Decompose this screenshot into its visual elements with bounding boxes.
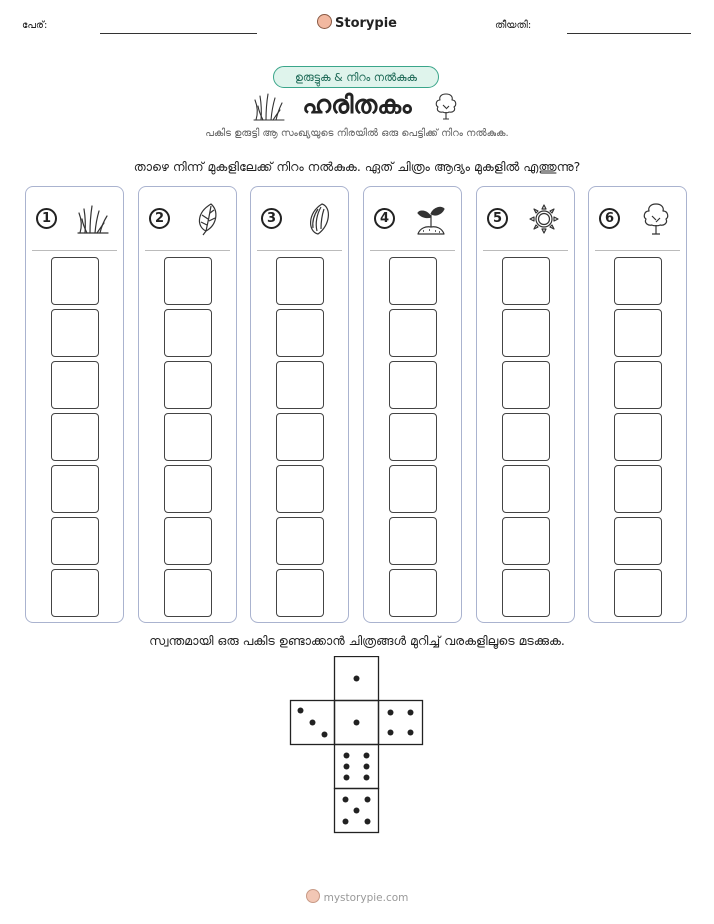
- activity-tag: ഉരുട്ടുക & നിറം നൽകുക: [273, 66, 439, 88]
- color-box[interactable]: [276, 309, 324, 357]
- color-box[interactable]: [502, 569, 550, 617]
- footer-url[interactable]: mystorypie.com: [323, 892, 409, 904]
- color-box[interactable]: [276, 569, 324, 617]
- sun-icon: [527, 201, 561, 237]
- date-line[interactable]: [567, 33, 691, 34]
- color-box[interactable]: [614, 309, 662, 357]
- color-box[interactable]: [164, 257, 212, 305]
- column-divider: [370, 250, 455, 251]
- footer: [0, 889, 714, 904]
- storypie-logo-icon: [317, 14, 332, 29]
- color-box[interactable]: [51, 309, 99, 357]
- die-instruction: സ്വന്തമായി ഒരു പകിട ഉണ്ടാക്കാൻ ചിത്രങ്ങൾ മുറിച്ച് വരകളിലൂടെ മടക്കുക.: [149, 633, 565, 648]
- column-1: [25, 186, 124, 623]
- column-number: 6: [599, 208, 620, 229]
- column-number: 5: [487, 208, 508, 229]
- column-number: 2: [149, 208, 170, 229]
- tree-icon: [639, 201, 673, 237]
- color-box[interactable]: [276, 413, 324, 461]
- column-divider: [257, 250, 342, 251]
- color-box[interactable]: [51, 569, 99, 617]
- color-box[interactable]: [614, 361, 662, 409]
- subtitle: പകിട ഉരുട്ടി ആ സംഖ്യയുടെ നിരയിൽ ഒരു പെട്ടിക്ക് നിറം നൽകുക.: [205, 128, 509, 139]
- color-box[interactable]: [276, 517, 324, 565]
- color-box[interactable]: [51, 517, 99, 565]
- column-number: 4: [374, 208, 395, 229]
- tree-title-icon: [432, 91, 460, 121]
- page-title: ഹരിതകം: [302, 90, 412, 119]
- color-box[interactable]: [389, 413, 437, 461]
- color-box[interactable]: [614, 413, 662, 461]
- die-face-6: [335, 745, 379, 789]
- brand-logo: [0, 14, 714, 31]
- color-box[interactable]: [614, 465, 662, 513]
- leaf-icon: [189, 201, 223, 237]
- color-box[interactable]: [389, 257, 437, 305]
- column-divider: [32, 250, 117, 251]
- instruction: താഴെ നിന്ന് മുകളിലേക്ക് നിറം നൽകുക. ഏത് ചിത്രം ആദ്യം മുകളിൽ എത്തുന്നു?: [133, 159, 581, 174]
- column-divider: [145, 250, 230, 251]
- column-2: [138, 186, 237, 623]
- column-number: 1: [36, 208, 57, 229]
- die-face-4: [379, 701, 423, 745]
- color-box[interactable]: [51, 413, 99, 461]
- storypie-logo-icon: [306, 889, 320, 903]
- brand-name: Storypie: [335, 16, 397, 31]
- color-box[interactable]: [164, 569, 212, 617]
- color-box[interactable]: [502, 309, 550, 357]
- column-4: [363, 186, 462, 623]
- column-5: [476, 186, 575, 623]
- color-box[interactable]: [164, 361, 212, 409]
- color-box[interactable]: [502, 413, 550, 461]
- color-box[interactable]: [614, 569, 662, 617]
- column-divider: [595, 250, 680, 251]
- column-divider: [483, 250, 568, 251]
- color-box[interactable]: [51, 361, 99, 409]
- color-box[interactable]: [614, 257, 662, 305]
- color-box[interactable]: [389, 517, 437, 565]
- color-box[interactable]: [614, 517, 662, 565]
- color-box[interactable]: [389, 361, 437, 409]
- color-box[interactable]: [164, 309, 212, 357]
- color-box[interactable]: [164, 413, 212, 461]
- column-3: [250, 186, 349, 623]
- color-box[interactable]: [389, 309, 437, 357]
- color-box[interactable]: [502, 465, 550, 513]
- date-label: തീയതി:: [495, 20, 532, 31]
- color-box[interactable]: [276, 465, 324, 513]
- name-label: പേര്:: [22, 20, 48, 31]
- name-line[interactable]: [100, 33, 257, 34]
- column-number: 3: [261, 208, 282, 229]
- column-6: [588, 186, 687, 623]
- color-box[interactable]: [164, 517, 212, 565]
- color-box[interactable]: [502, 361, 550, 409]
- color-box[interactable]: [164, 465, 212, 513]
- color-box[interactable]: [51, 257, 99, 305]
- grass-icon: [76, 201, 110, 237]
- color-box[interactable]: [502, 257, 550, 305]
- color-box[interactable]: [51, 465, 99, 513]
- color-box[interactable]: [276, 361, 324, 409]
- color-box[interactable]: [276, 257, 324, 305]
- color-box[interactable]: [389, 569, 437, 617]
- die-net[interactable]: [289, 656, 426, 836]
- sprout-icon: [414, 201, 448, 237]
- seed-icon: [301, 201, 335, 237]
- color-box[interactable]: [389, 465, 437, 513]
- color-box[interactable]: [502, 517, 550, 565]
